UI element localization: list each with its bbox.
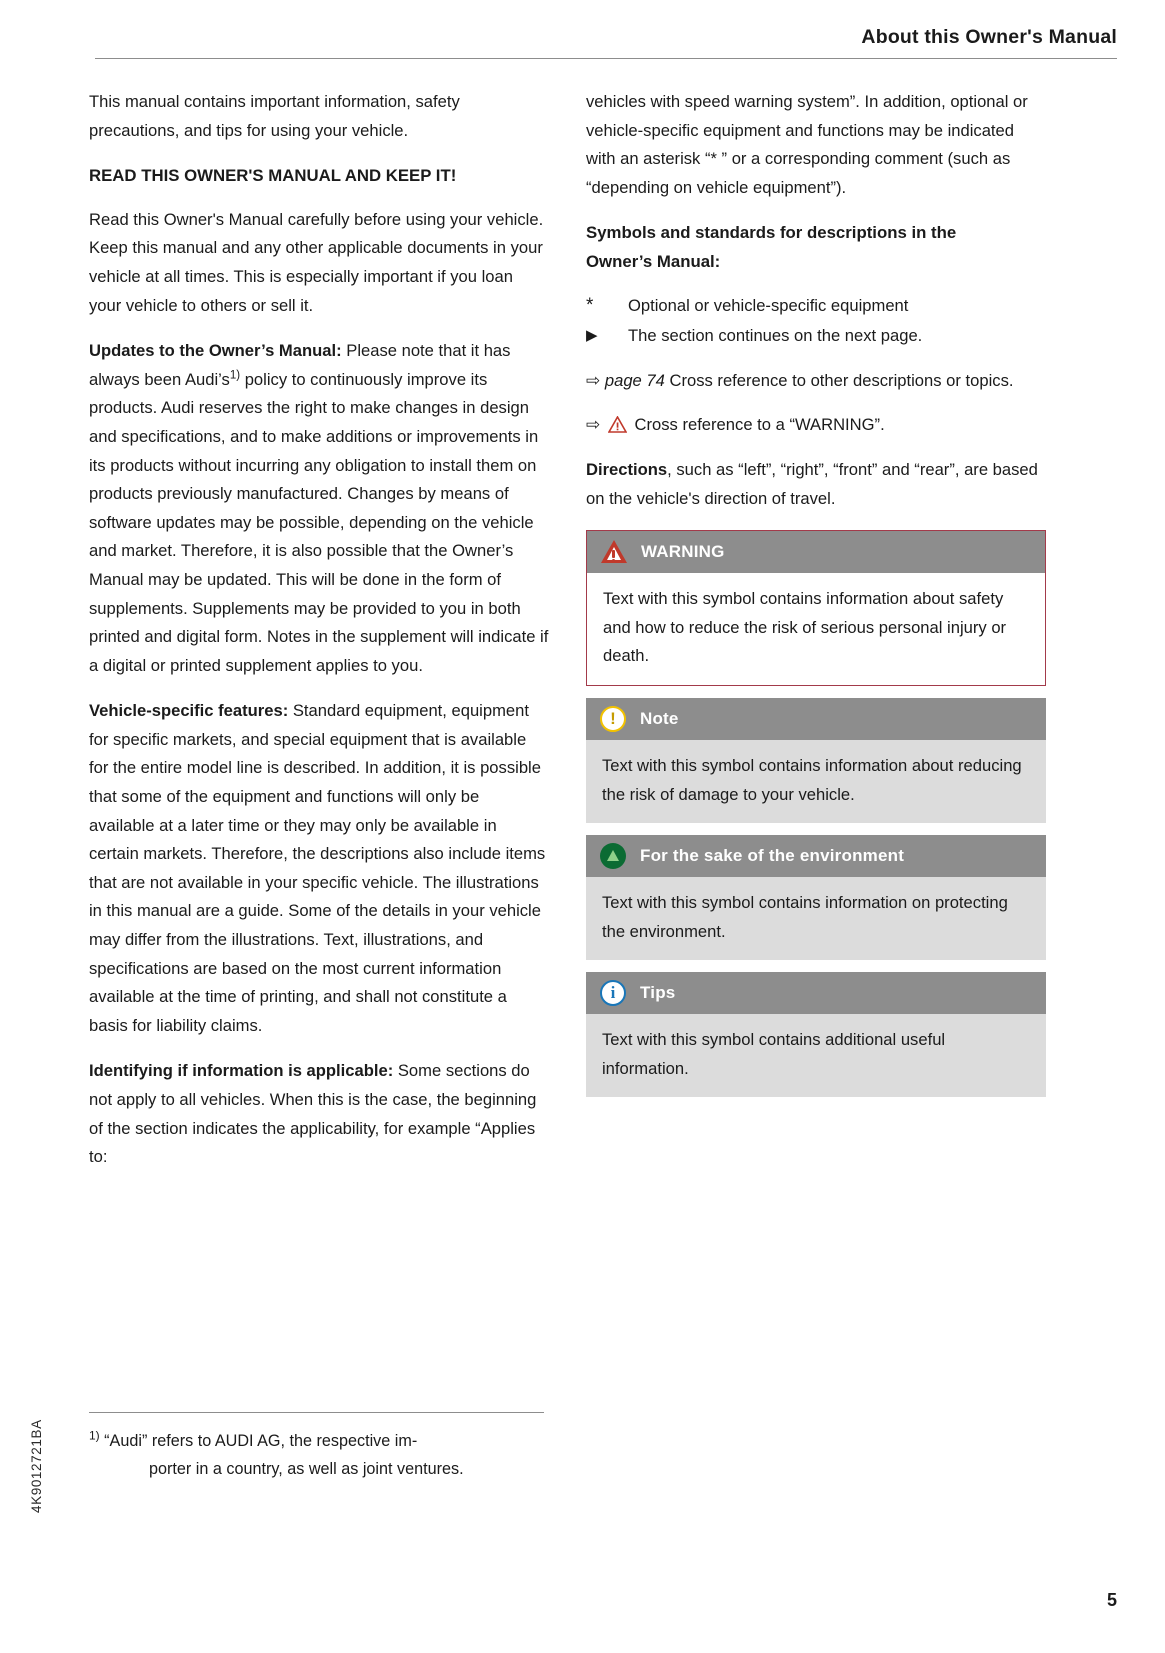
right-column [586,88,1046,1109]
paragraph-intro: This manual contains important information, safety precautions, and tips for using your vehicle. [89,92,460,140]
header-divider [95,58,1117,59]
footnote-line-2: porter in a country, as well as joint ventures. [149,1460,464,1478]
warning-triangle-svg [608,416,627,433]
paragraph-directions [586,456,1046,513]
callout-body: Text with this symbol contains information about reducing the risk of damage to your vehicle. [586,740,1046,823]
arrow-right-icon: ⇨ [586,415,601,435]
symbol-legend-item [586,292,1046,321]
callout-box-environment [586,835,1046,960]
callout-header-warning [587,531,1045,573]
heading-read-and-keep: READ THIS OWNER'S MANUAL AND KEEP IT! [89,166,457,186]
callout-body: Text with this symbol contains information on protecting the environment. [586,877,1046,960]
footnote-marker: 1) [89,1428,100,1443]
arrow-right-icon: ⇨ [586,370,601,390]
directions-rest: , such as “left”, “right”, “front” and “rear”, are based on the vehicle's direction of travel. [586,459,1038,508]
paragraph-speed-warning: vehicles with speed warning system”. In addition, optional or vehicle-specific equipment and functions may be indicated with an asterisk “* ” or a corresponding comment (such as “depending on vehicle equipment”). [586,92,1028,197]
leaf-circle-icon [600,843,626,869]
footnote-ref: 1) [229,369,241,382]
footnote-text [89,1427,549,1483]
cross-reference-warning [586,411,1046,440]
callout-header-note [586,698,1046,740]
callout-box-warning [586,530,1046,686]
identifying-rest: Some sections do not apply to all vehicles. When this is the case, the beginning of the section indicates the applicability, for example “Applies to: [89,1061,537,1167]
updates-before-footnote: Please note that it has always been Audi’s [89,341,511,389]
cross-reference-page [586,367,1046,396]
warning-triangle-icon [608,414,627,431]
paragraph-read-carefully: Read this Owner's Manual carefully before using your vehicle. Keep this manual and any other applicable documents in your vehicle at all times. This is especially important if you loan your vehicle to others or sell it. [89,209,544,315]
callout-body: Text with this symbol contains additional useful information. [586,1014,1046,1097]
cross-reference-page-text: Cross reference to other descriptions or topics. [664,370,1014,390]
updates-after-footnote: policy to continuously improve its products. Audi reserves the right to make changes in design and specifications, and to make additions or improvements in its products without incurring any obligation to install them on products previously manufactured. Changes by means of software updates may be possible, depending on the vehicle and market. Therefore, it is also possible that the Owner’s Manual may be updated. This will be done in the form of supplements. Supplements may be provided to you in both printed and digital form. Notes in the supplement will indicate if a digital or printed supplement applies to you. [89,369,549,675]
triangle-right-icon: ▶ [586,327,598,345]
vehicle-specific-lead: Vehicle-specific features: [89,701,289,721]
page-header [95,26,1117,49]
directions-lead: Directions [586,459,668,479]
callout-title: Tips [640,983,676,1003]
heading-symbols-line-1: Symbols and standards for descriptions in the [586,223,957,243]
left-column [89,88,549,1189]
symbol-legend-label: The section continues on the next page. [628,326,923,346]
vehicle-specific-rest: Standard equipment, equipment for specific markets, and special equipment that is available for the entire model line is described. In addition, it is possible that some of the equipment and functions will only be available at a later time or they may only be available in certain markets. Therefore, the descriptions also include items that are not available in your specific vehicle. The illustrations in this manual are a guide. Some of the details in your vehicle may differ from the illustrations. Text, illustrations, and specifications are based on the most current information available at the time of printing, and shall not constitute a basis for liability claims. [89,701,546,1035]
footnote-line-1: “Audi” refers to AUDI AG, the respective im- [104,1432,418,1450]
footnote-area [89,1412,549,1483]
callout-title: For the sake of the environment [640,846,905,866]
identifying-lead: Identifying if information is applicable: [89,1061,394,1081]
symbol-legend-item [586,322,1046,351]
document-side-code: 4K9012721BA [29,1419,44,1513]
info-circle-icon: i [600,980,626,1006]
paragraph-vehicle-specific [89,697,549,1040]
symbol-legend-list [586,292,1046,351]
warning-triangle-icon [601,540,627,564]
callout-body: Text with this symbol contains information about safety and how to reduce the risk of serious personal injury or death. [587,573,1045,685]
asterisk-icon: * [586,294,594,316]
page-title: About this Owner's Manual [861,26,1117,48]
paragraph-updates [89,337,549,680]
heading-symbols-standards [586,219,1046,276]
heading-symbols-line-2: Owner’s Manual: [586,251,721,271]
footnote-divider [89,1412,544,1413]
paragraph-identifying [89,1057,549,1171]
cross-reference-warning-text: Cross reference to a “WARNING”. [634,415,885,435]
cross-reference-page-label: page 74 [604,370,665,390]
callout-header-environment [586,835,1046,877]
updates-lead: Updates to the Owner’s Manual: [89,341,342,361]
callout-header-tips [586,972,1046,1014]
callout-title: WARNING [641,542,725,562]
exclamation-circle-icon: ! [600,706,626,732]
callout-title: Note [640,708,679,728]
symbol-legend-label: Optional or vehicle-specific equipment [628,295,909,315]
page-number: 5 [1106,1590,1117,1610]
callout-box-note [586,698,1046,823]
callout-box-tips [586,972,1046,1097]
